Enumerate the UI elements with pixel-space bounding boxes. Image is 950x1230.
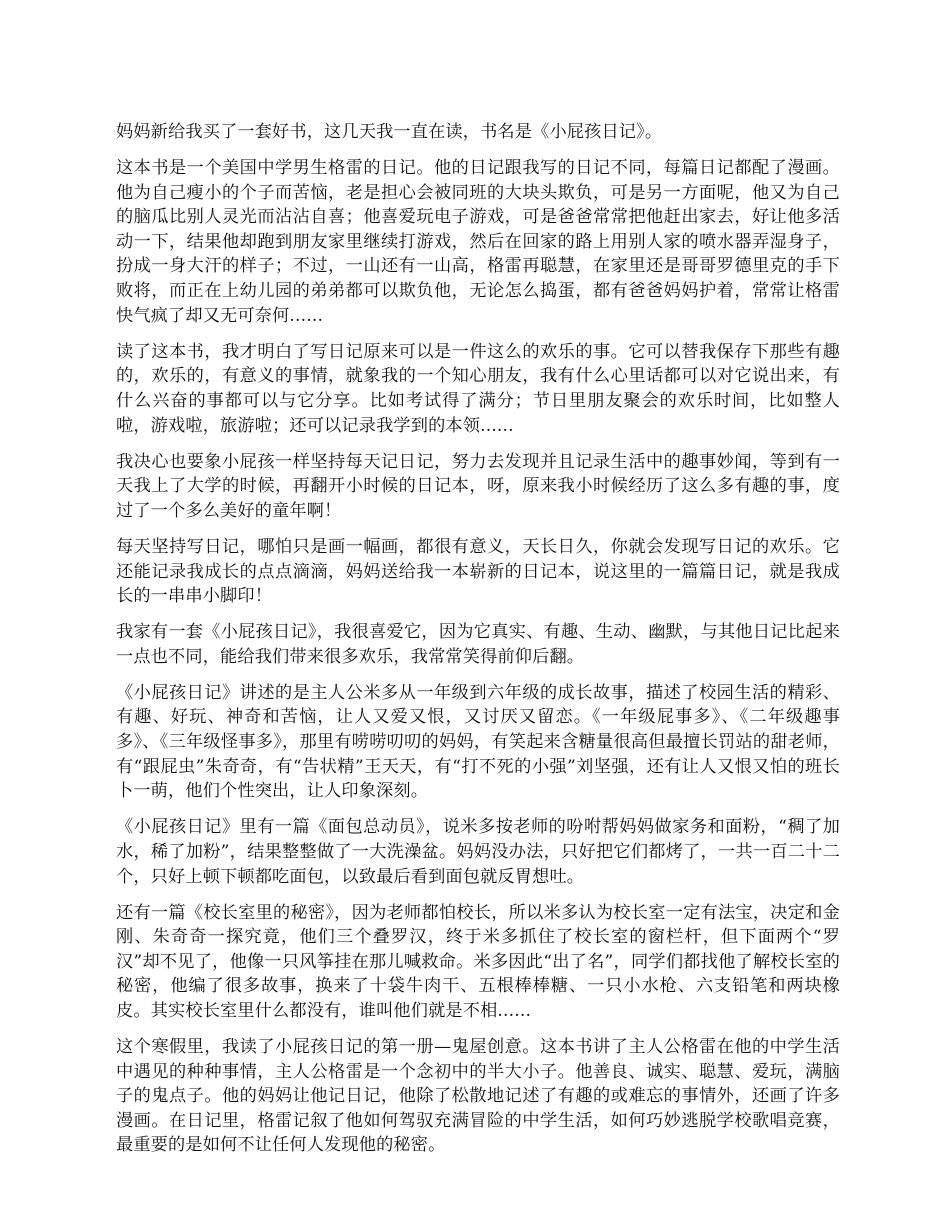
paragraph-6: 我家有一套《小屁孩日记》，我很喜爱它，因为它真实、有趣、生动、幽默，与其他日记比起来一点也不同，能给我们带来很多欢乐，我常常笑得前仰后翻。: [116, 622, 840, 667]
paragraph-9: 还有一篇《校长室里的秘密》，因为老师都怕校长，所以米多认为校长室一定有法宝，决定和金刚、朱奇奇一探究竟，他们三个叠罗汉，终于米多抓住了校长室的窗栏杆，但下面两个“罗汉”却不见了，他像一只风筝挂在那儿喊救命。米多因此“出了名”，同学们都找他了解校长室的秘密，他编了很多故事，换来了十袋牛肉干、五根棒棒糖、一只小水枪、六支铅笔和两块橡皮。其实校长室里什么都没有，谁叫他们就是不相......: [116, 902, 840, 1021]
paragraph-4: 我决心也要象小屁孩一样坚持每天记日记，努力去发现并且记录生活中的趣事妙闻，等到有一天我上了大学的时候，再翻开小时候的日记本，呀，原来我小时候经历了这么多有趣的事，度过了一个多么美好的童年啊！: [116, 451, 840, 521]
paragraph-2: 这本书是一个美国中学男生格雷的日记。他的日记跟我写的日记不同，每篇日记都配了漫画。他为自己瘦小的个子而苦恼，老是担心会被同班的大块头欺负，可是另一方面呢，他又为自己的脑瓜比别人灵光而沾沾自喜；他喜爱玩电子游戏，可是爸爸常常把他赶出家去，好让他多活动一下，结果他却跑到朋友家里继续打游戏，然后在回家的路上用别人家的喷水器弄湿身子，扮成一身大汗的样子；不过，一山还有一山高，格雷再聪慧，在家里还是哥哥罗德里克的手下败将，而正在上幼儿园的弟弟都可以欺负他，无论怎么捣蛋，都有爸爸妈妈护着，常常让格雷快气疯了却又无可奈何......: [116, 158, 840, 326]
paragraph-5: 每天坚持写日记，哪怕只是画一幅画，都很有意义，天长日久，你就会发现写日记的欢乐。它还能记录我成长的点点滴滴，妈妈送给我一本崭新的日记本，说这里的一篇篇日记，就是我成长的一串串小脚印！: [116, 536, 840, 607]
paragraph-8: 《小屁孩日记》里有一篇《面包总动员》，说米多按老师的吩咐帮妈妈做家务和面粉，“稠了加水，稀了加粉”，结果整整做了一大洗澡盆。妈妈没办法，只好把它们都烤了，一共一百二十二个，只好上顿下顿都吃面包，以致最后看到面包就反胃想吐。: [116, 817, 840, 887]
paragraph-3: 读了这本书，我才明白了写日记原来可以是一件这么的欢乐的事。它可以替我保存下那些有趣的，欢乐的，有意义的事情，就象我的一个知心朋友，我有什么心里话都可以对它说出来，有什么兴奋的事都可以与它分享。比如考试得了满分；节日里朋友聚会的欢乐时间，比如整人啦，游戏啦，旅游啦；还可以记录我学到的本领......: [116, 341, 840, 436]
paragraph-10: 这个寒假里，我读了小屁孩日记的第一册—鬼屋创意。这本书讲了主人公格雷在他的中学生活中遇见的种种事情，主人公格雷是一个念初中的半大小子。他善良、诚实、聪慧、爱玩，满脑子的鬼点子。他的妈妈让他记日记，他除了松散地记述了有趣的或难忘的事情外，还画了许多漫画。在日记里，格雷记叙了他如何驾驭充满冒险的中学生活，如何巧妙逃脱学校歌唱竞赛，最重要的是如何不让任何人发现他的秘密。: [116, 1037, 840, 1156]
paragraph-7: 《小屁孩日记》讲述的是主人公米多从一年级到六年级的成长故事，描述了校园生活的精彩、有趣、好玩、神奇和苦恼，让人又爱又恨，又讨厌又留恋。《一年级屁事多》、《二年级趣事多》、《三年级怪事多》，那里有唠唠叨叨的妈妈，有笑起来含糖量很高但最擅长罚站的甜老师，有“跟屁虫”朱奇奇，有“告状精”王天天，有“打不死的小强”刘坚强，还有让人又恨又怕的班长卜一萌，他们个性突出，让人印象深刻。: [116, 682, 840, 802]
paragraph-1: 妈妈新给我买了一套好书，这几天我一直在读，书名是《小屁孩日记》。: [116, 122, 663, 142]
document-body: [116, 120, 840, 1170]
